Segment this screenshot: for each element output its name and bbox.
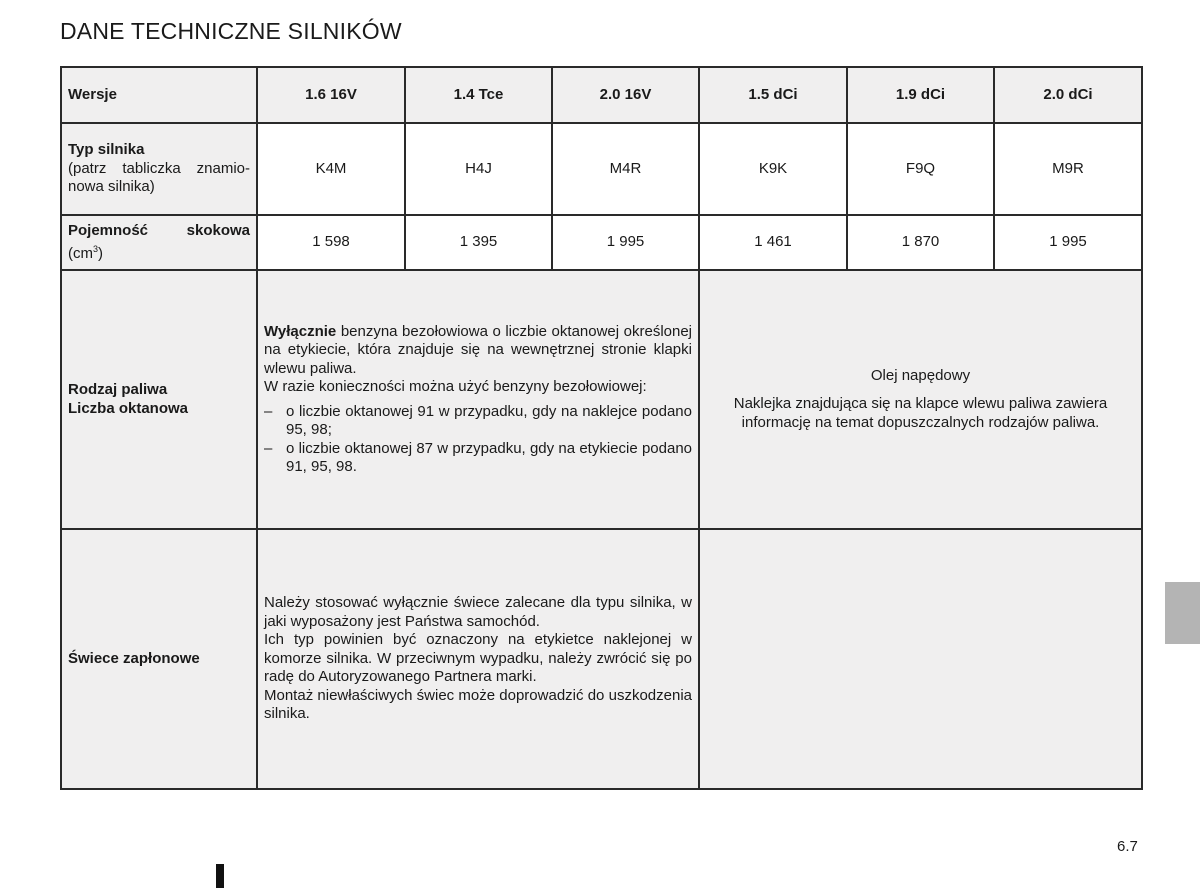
engine-type-value: K4M — [257, 123, 405, 215]
list-item: – o liczbie oktanowej 87 w przypadku, gdy na etykiecie podano 91, 95, 98. — [264, 439, 692, 475]
diesel-title: Olej napędowy — [870, 366, 971, 384]
spark-plugs-label: Świece zapłonowe — [61, 529, 257, 789]
table-row-capacity — [61, 215, 1142, 270]
version-header: 1.9 dCi — [847, 67, 994, 123]
capacity-value: 1 598 — [257, 215, 405, 270]
petrol-info-cell — [257, 270, 699, 529]
capacity-value: 1 995 — [994, 215, 1142, 270]
diesel-note: Naklejka znajdująca się na klapce wlewu paliwa zawiera informację na temat dopuszczalnych rodzajów paliwa. — [733, 395, 1108, 431]
engine-type-value: H4J — [405, 123, 552, 215]
petrol-alternative-list — [264, 403, 692, 477]
spark-plugs-paragraph: Należy stosować wyłącznie świece zalecane dla typu silnika, w jaki wyposażony jest Państwa samochód. — [264, 594, 692, 630]
version-header: 2.0 dCi — [994, 67, 1142, 123]
engine-type-value: M9R — [994, 123, 1142, 215]
capacity-label-cell — [61, 215, 257, 270]
octane-label: Liczba oktanowa — [68, 399, 189, 417]
versions-label: Wersje — [61, 67, 257, 123]
spark-plugs-paragraph: Ich typ powinien być oznaczony na etykietce naklejonej w komorze silnika. W przeciwnym wypadku, należy zwrócić się po radę do Autoryzowanego Partnera marki. — [264, 631, 692, 686]
engine-spec-table — [60, 66, 1143, 790]
diesel-info-cell — [699, 270, 1142, 529]
table-row-versions — [61, 67, 1142, 123]
engine-type-value: F9Q — [847, 123, 994, 215]
crop-mark — [216, 864, 224, 888]
page-title: DANE TECHNICZNE SILNIKÓW — [60, 18, 402, 44]
page-number: 6.7 — [1117, 838, 1138, 855]
version-header: 2.0 16V — [552, 67, 699, 123]
engine-type-label: Typ silnika — [68, 141, 145, 159]
table-row-fuel — [61, 270, 1142, 529]
capacity-value: 1 995 — [552, 215, 699, 270]
spark-plugs-diesel-empty-cell — [699, 529, 1142, 789]
version-header: 1.4 Tce — [405, 67, 552, 123]
table-row-spark-plugs — [61, 529, 1142, 789]
capacity-label: Pojemność skokowa — [68, 221, 250, 239]
engine-type-note: (patrz tabliczka znamio-nowa silnika) — [68, 159, 250, 196]
capacity-value: 1 870 — [847, 215, 994, 270]
petrol-alternative: W razie konieczności można użyć benzyny bezołowiowej: — [264, 378, 647, 395]
fuel-label-cell — [61, 270, 257, 529]
spark-plugs-info-cell — [257, 529, 699, 789]
petrol-info: Wyłącznie benzyna bezołowiowa o liczbie oktanowej określonej na etykiecie, która znajduje się na wewnętrznej stronie klapki wlewu paliwa. — [264, 322, 693, 377]
spark-plugs-paragraph: Montaż niewłaściwych świec może doprowadzić do uszkodzenia silnika. — [264, 686, 692, 723]
chapter-tab — [1165, 582, 1200, 644]
capacity-value: 1 461 — [699, 215, 847, 270]
engine-type-value: K9K — [699, 123, 847, 215]
engine-type-label-cell — [61, 123, 257, 215]
table-row-engine-type — [61, 123, 1142, 215]
fuel-type-label: Rodzaj paliwa — [68, 381, 168, 398]
version-header: 1.5 dCi — [699, 67, 847, 123]
capacity-value: 1 395 — [405, 215, 552, 270]
list-item: – o liczbie oktanowej 91 w przypadku, gdy na naklejce podano 95, 98; — [264, 402, 692, 438]
version-header: 1.6 16V — [257, 67, 405, 123]
engine-type-value: M4R — [552, 123, 699, 215]
capacity-unit: $(cm^3)$ — [68, 244, 104, 262]
